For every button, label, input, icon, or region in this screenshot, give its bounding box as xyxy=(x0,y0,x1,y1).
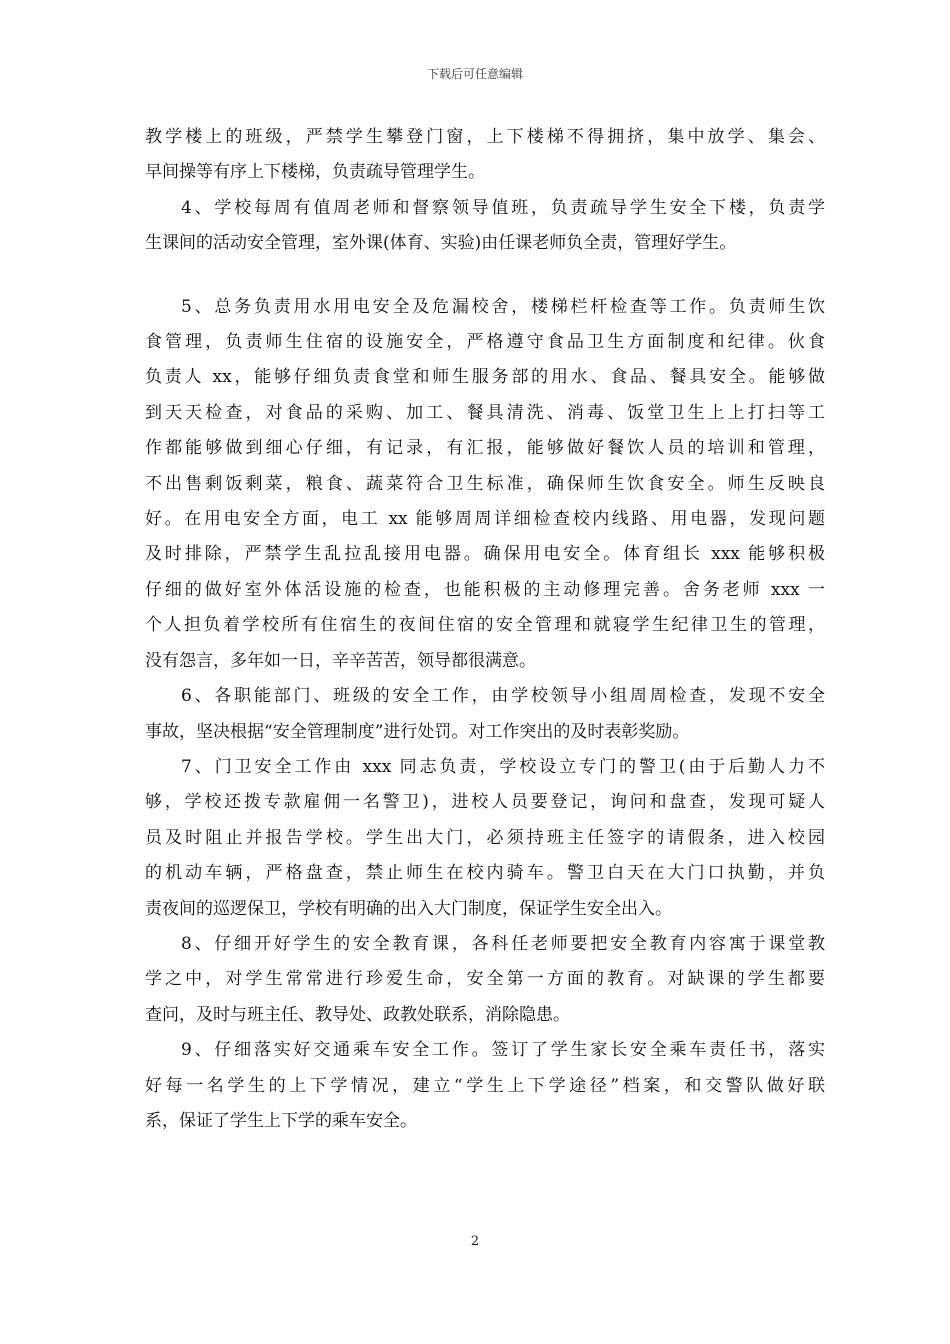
paragraph-item-5 xyxy=(145,290,825,679)
text-line: 8、仔细开好学生的安全教育课，各科任老师要把安全教育内容寓于课堂教 xyxy=(181,933,825,954)
text-line: 作都能够做到细心仔细，有记录，有汇报，能够做好餐饮人员的培训和管理， xyxy=(145,438,825,459)
paragraph-gap xyxy=(145,262,825,290)
text-line: 到天天检查，对食品的采购、加工、餐具清洗、消毒、饭堂卫生上上打扫等工 xyxy=(145,402,825,423)
paragraph-item-8 xyxy=(145,927,825,1033)
text-line: 的机动车辆，严格盘查，禁止师生在校内骑车。警卫白天在大门口执勤，并负 xyxy=(145,863,825,884)
text-line: 查问，及时与班主任、教导处、政教处联系，消除隐患。 xyxy=(145,1004,570,1025)
text-line: 学之中，对学生常常进行珍爱生命，安全第一方面的教育。对缺课的学生都要 xyxy=(145,969,825,990)
text-line: 不出售剩饭剩菜，粮食、蔬菜符合卫生标准，确保师生饮食安全。师生反映良 xyxy=(145,473,825,494)
paragraph-item-6 xyxy=(145,679,825,750)
paragraph-item-4 xyxy=(145,191,825,262)
text-line: 生课间的活动安全管理，室外课(体育、实验)由任课老师负全责，管理好学生。 xyxy=(145,233,737,254)
text-line: 好。在用电安全方面，电工 xx 能够周周详细检查校内线路、用电器，发现问题 xyxy=(145,509,825,530)
paragraph-continuation xyxy=(145,120,825,191)
text-line: 事故，坚决根据“安全管理制度”进行处罚。对工作突出的及时表彰奖励。 xyxy=(145,721,690,742)
text-line: 6、各职能部门、班级的安全工作，由学校领导小组周周检查，发现不安全 xyxy=(181,686,825,707)
text-line: 责夜间的巡逻保卫，学校有明确的出入大门制度，保证学生安全出入。 xyxy=(145,898,672,919)
text-line: 员及时阻止并报告学校。学生出大门，必须持班主任签字的请假条，进入校园 xyxy=(145,827,825,848)
page-header: 下载后可任意编辑 xyxy=(426,67,523,81)
text-line: 早间操等有序上下楼梯，负责疏导管理学生。 xyxy=(145,162,485,183)
paragraph-item-7 xyxy=(145,750,825,927)
page-number: 2 xyxy=(470,1234,480,1249)
text-line: 及时排除，严禁学生乱拉乱接用电器。确保用电安全。体育组长 xxx 能够积极 xyxy=(145,544,825,565)
text-line: 7、门卫安全工作由 xxx 同志负责，学校设立专门的警卫(由于后勤人力不 xyxy=(181,756,825,777)
text-line: 9、仔细落实好交通乘车安全工作。签订了学生家长安全乘车责任书，落实 xyxy=(181,1040,825,1061)
text-line: 够，学校还拨专款雇佣一名警卫)，进校人员要登记，询问和盘查，发现可疑人 xyxy=(145,792,825,813)
text-line: 教学楼上的班级，严禁学生攀登门窗，上下楼梯不得拥挤，集中放学、集会、 xyxy=(145,127,825,147)
text-line: 没有怨言，多年如一日，辛辛苦苦，领导都很满意。 xyxy=(145,650,536,671)
paragraph-item-9 xyxy=(145,1033,825,1139)
text-line: 好每一名学生的上下学情况，建立“学生上下学途径”档案，和交警队做好联 xyxy=(145,1075,825,1096)
text-line: 系，保证了学生上下学的乘车安全。 xyxy=(145,1110,417,1131)
text-line: 负责人 xx，能够仔细负责食堂和师生服务部的用水、食品、餐具安全。能够做 xyxy=(145,367,825,388)
text-line: 仔细的做好室外体活设施的检查，也能积极的主动修理完善。舍务老师 xxx 一 xyxy=(145,579,825,600)
text-line: 5、总务负责用水用电安全及危漏校舍，楼梯栏杆检查等工作。负责师生饮 xyxy=(181,296,825,317)
text-line: 个人担负着学校所有住宿生的夜间住宿的安全管理和就寝学生纪律卫生的管理， xyxy=(145,615,825,636)
document-body xyxy=(145,120,825,1139)
text-line: 食管理，负责师生住宿的设施安全，严格遵守食品卫生方面制度和纪律。伙食 xyxy=(145,332,825,353)
text-line: 4、学校每周有值周老师和督察领导值班，负责疏导学生安全下楼，负责学 xyxy=(181,197,825,218)
